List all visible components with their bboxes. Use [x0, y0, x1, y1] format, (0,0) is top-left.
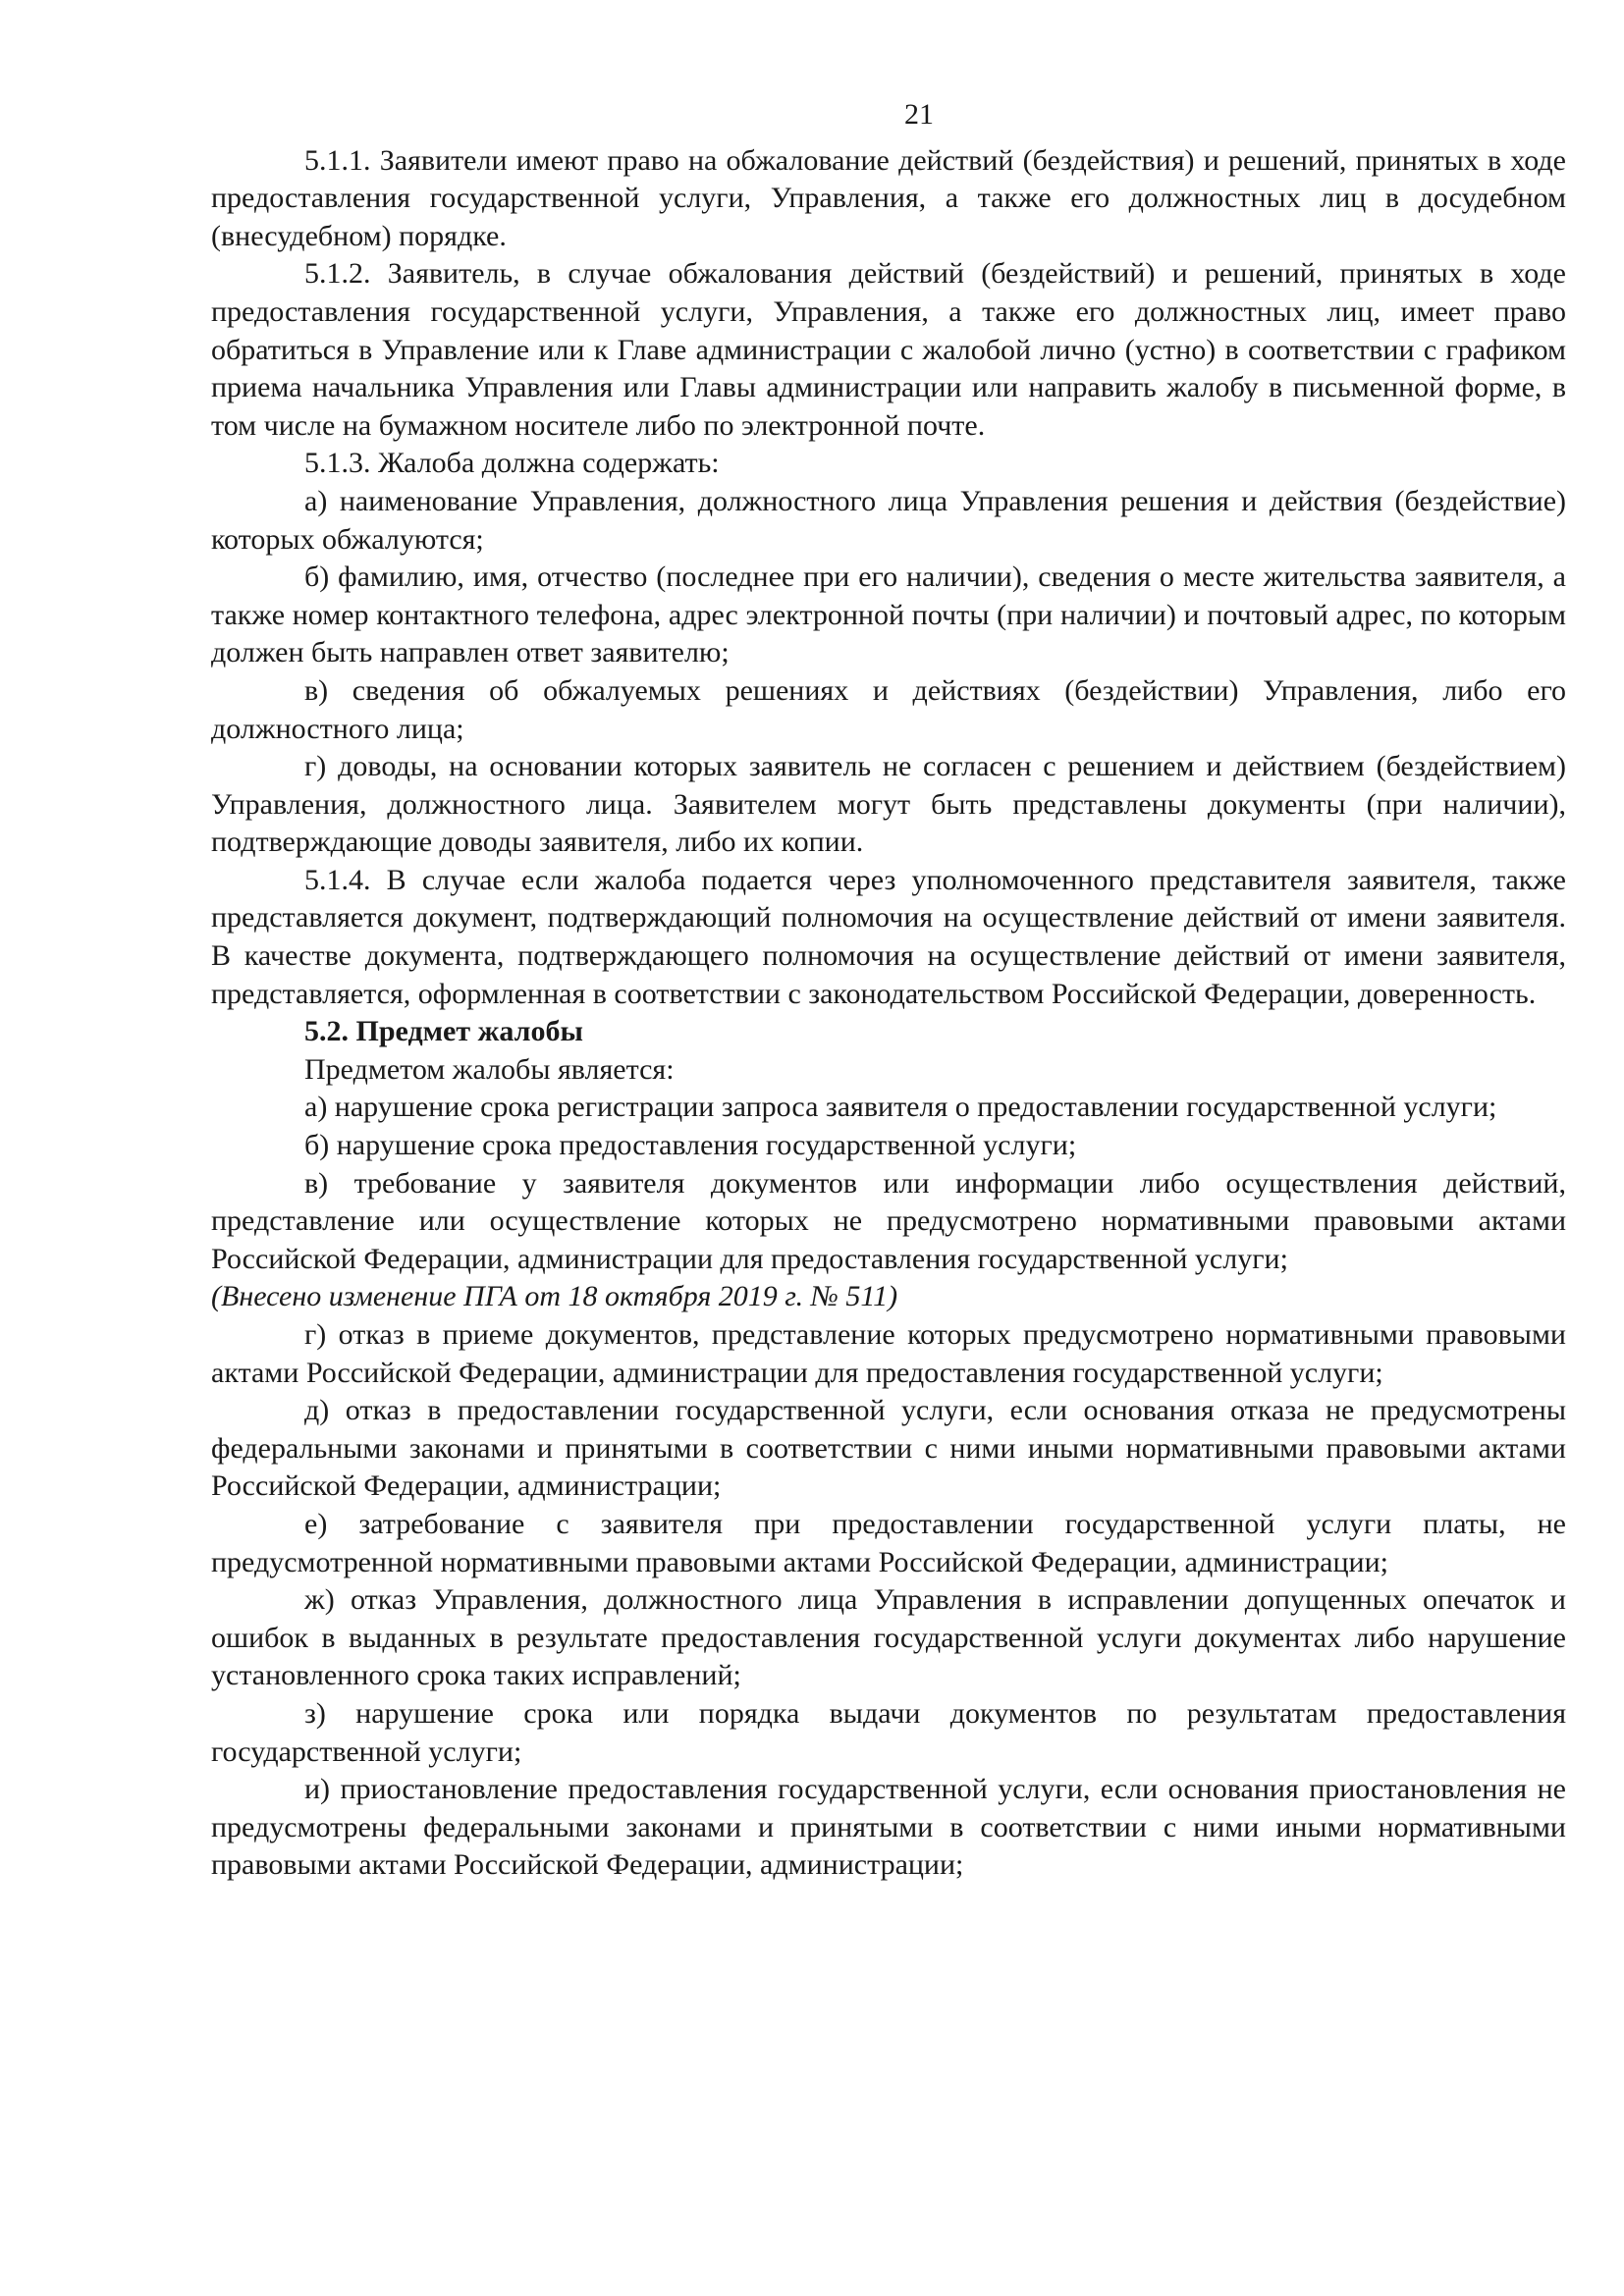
subject-item-e: е) затребование с заявителя при предоставлении государственной услуги платы, не предусмотренной нормативными правовыми актами Российской Федерации, администрации;: [211, 1507, 1566, 1578]
paragraph-5-1-2: 5.1.2. Заявитель, в случае обжалования действий (бездействий) и решений, принятых в ходе предоставления государственной услуги, Управления, а также его должностных лиц, имеет право обратиться в Управление или к Главе администрации с жалобой лично (устно) в соответствии с графиком приема начальника Управления или Главы администрации или направить жалобу в письменной форме, в том числе на бумажном носителе либо по электронной почте.: [211, 257, 1566, 442]
subject-item-zh: ж) отказ Управления, должностного лица Управления в исправлении допущенных опечаток и ошибок в выданных в результате предоставления государственной услуги документах либо нарушение установленного срока таких исправлений;: [211, 1583, 1566, 1692]
list-item-v: в) сведения об обжалуемых решениях и действиях (бездействии) Управления, либо его должностного лица;: [211, 673, 1566, 745]
list-item-g: г) доводы, на основании которых заявитель не согласен с решением и действием (бездействием) Управления, должностного лица. Заявителем могут быть представлены документы (при наличии), подтверждающие доводы заявителя, либо их копии.: [211, 750, 1566, 859]
subject-item-i: и) приостановление предоставления государственной услуги, если основания приостановления не предусмотрены федеральными законами и принятыми в соответствии с ними иными нормативными правовыми актами Российской Федерации, администрации;: [211, 1773, 1566, 1882]
page-number: 21: [904, 98, 934, 131]
paragraph-subject-intro: Предметом жалобы является:: [304, 1052, 675, 1086]
subject-item-a: а) нарушение срока регистрации запроса заявителя о предоставлении государственной услуги;: [304, 1091, 1497, 1124]
subject-item-b: б) нарушение срока предоставления государственной услуги;: [304, 1129, 1077, 1162]
document-page: [211, 96, 1566, 1885]
subject-item-g: г) отказ в приеме документов, представление которых предусмотрено нормативными правовыми актами Российской Федерации, администрации для предоставления государственной услуги;: [211, 1318, 1566, 1389]
section-heading-5-2: 5.2. Предмет жалобы: [304, 1015, 583, 1048]
paragraph-5-1-4: 5.1.4. В случае если жалоба подается через уполномоченного представителя заявителя, также представляется документ, подтверждающий полномочия на осуществление действий от имени заявителя. В качестве документа, подтверждающего полномочия на осуществление действий от имени заявителя, представляется, оформленная в соответствии с законодательством Российской Федерации, доверенность.: [211, 863, 1566, 1010]
list-item-a: а) наименование Управления, должностного лица Управления решения и действия (бездействие) которых обжалуются;: [211, 484, 1566, 556]
paragraph-5-1-1: 5.1.1. Заявители имеют право на обжалование действий (бездействия) и решений, принятых в ходе предоставления государственной услуги, Управления, а также его должностных лиц в досудебном (внесудебном) порядке.: [211, 143, 1566, 252]
subject-item-v: в) требование у заявителя документов или информации либо осуществления действий, представление или осуществление которых не предусмотрено нормативными правовыми актами Российской Федерации, администрации для предоставления государственной услуги;: [211, 1166, 1566, 1275]
subject-item-z: з) нарушение срока или порядка выдачи документов по результатам предоставления государственной услуги;: [211, 1696, 1566, 1768]
subject-item-d: д) отказ в предоставлении государственной услуги, если основания отказа не предусмотрены федеральными законами и принятыми в соответствии с ними иными нормативными правовыми актами Российской Федерации, администрации;: [211, 1394, 1566, 1503]
list-item-b: б) фамилию, имя, отчество (последнее при его наличии), сведения о месте жительства заявителя, а также номер контактного телефона, адрес электронной почты (при наличии) и почтовый адрес, по которым должен быть направлен ответ заявителю;: [211, 561, 1566, 669]
amendment-note: (Внесено изменение ПГА от 18 октября 2019 г. № 511): [211, 1280, 898, 1313]
paragraph-5-1-3: 5.1.3. Жалоба должна содержать:: [304, 447, 720, 480]
